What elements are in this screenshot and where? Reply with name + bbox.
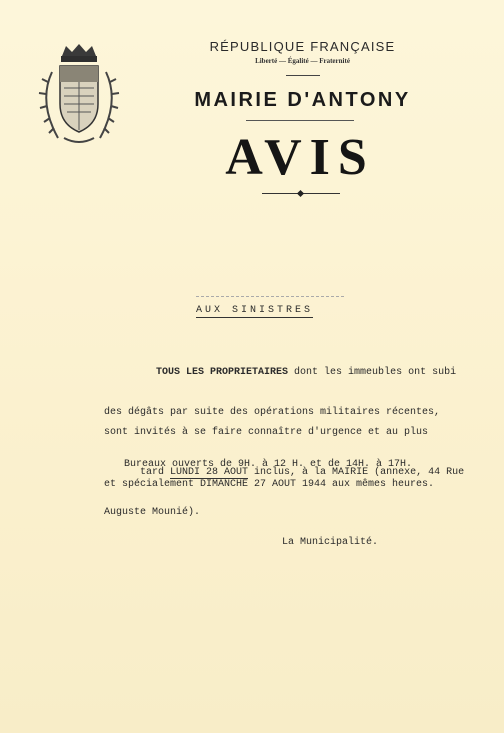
sunday-hours: et spécialement DIMANCHE 27 AOUT 1944 aux mêmes heures. bbox=[104, 479, 435, 490]
divider bbox=[286, 75, 320, 76]
coat-of-arms-icon bbox=[34, 42, 124, 152]
owners-emphasis: TOUS LES PROPRIETAIRES bbox=[156, 367, 289, 378]
notice-paragraph-1 bbox=[104, 343, 465, 523]
paragraph-text: dont les immeubles ont subi bbox=[288, 367, 457, 378]
divider bbox=[196, 296, 344, 297]
paragraph-text: des dégâts par suite des opérations militaires récentes, bbox=[104, 407, 441, 418]
mairie-title: MAIRIE D'ANTONY bbox=[194, 89, 411, 111]
signature: La Municipalité. bbox=[282, 537, 379, 548]
paragraph-text: sont invités à se faire connaître d'urgence et au plus bbox=[104, 427, 429, 438]
divider bbox=[246, 120, 354, 121]
ornament-dot bbox=[297, 190, 304, 197]
paragraph-text: tard bbox=[140, 467, 171, 478]
paragraph-text: inclus, à la MAIRIE (annexe, 44 Rue bbox=[248, 467, 465, 478]
notice-heading: AUX SINISTRES bbox=[196, 305, 314, 316]
notice-paragraph-2 bbox=[104, 455, 434, 495]
avis-title: AVIS bbox=[225, 129, 375, 186]
motto: Liberté — Égalité — Fraternité bbox=[255, 57, 350, 65]
office-hours: Bureaux ouverts de 9H. à 12 H. et de 14H. à 17H. bbox=[124, 459, 413, 470]
deadline-date: LUNDI 28 AOUT bbox=[170, 467, 249, 478]
paragraph-text: Auguste Mounié). bbox=[104, 507, 201, 518]
republic-title: RÉPUBLIQUE FRANÇAISE bbox=[209, 39, 396, 54]
